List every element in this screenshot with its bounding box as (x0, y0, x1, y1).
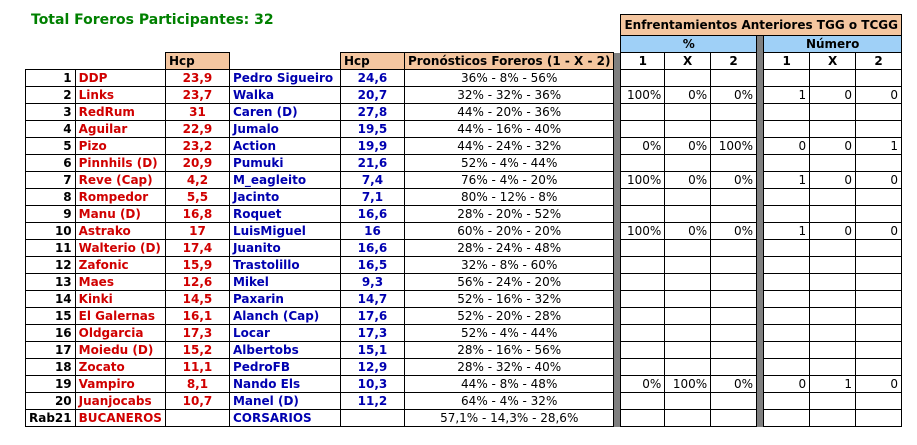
enfrentamientos-header: Enfrentamientos Anteriores TGG o TCGG (621, 15, 902, 36)
num-1: 0 (764, 376, 810, 393)
forecast: 64% - 4% - 32% (404, 393, 614, 410)
player-a: Aguilar (75, 121, 165, 138)
pct-1: 100% (621, 172, 665, 189)
pct-x (665, 359, 711, 376)
num-x: 0 (810, 87, 856, 104)
pct-1: 0% (621, 376, 665, 393)
player-a: RedRum (75, 104, 165, 121)
hcp-a: 17 (165, 223, 229, 240)
hcp-header-b: Hcp (340, 53, 404, 70)
player-a: Maes (75, 274, 165, 291)
pct-2 (711, 206, 757, 223)
player-a: Juanjocabs (75, 393, 165, 410)
pct-1 (621, 274, 665, 291)
forecast: 76% - 4% - 20% (404, 172, 614, 189)
player-b: Paxarin (229, 291, 340, 308)
forecast: 80% - 12% - 8% (404, 189, 614, 206)
match-number: 11 (26, 240, 76, 257)
pct-x (665, 206, 711, 223)
num-2 (856, 155, 902, 172)
table-row (26, 410, 902, 427)
hcp-b: 11,2 (340, 393, 404, 410)
match-number: 14 (26, 291, 76, 308)
pct-1 (621, 104, 665, 121)
pct-x (665, 155, 711, 172)
player-a: El Galernas (75, 308, 165, 325)
player-a: Kinki (75, 291, 165, 308)
player-b: Pumuki (229, 155, 340, 172)
pct-x (665, 257, 711, 274)
player-a: BUCANEROS (75, 410, 165, 427)
forecast: 32% - 32% - 36% (404, 87, 614, 104)
num-2 (856, 342, 902, 359)
num-x (810, 257, 856, 274)
hcp-a: 14,5 (165, 291, 229, 308)
num-2 (856, 410, 902, 427)
pct-2: 0% (711, 172, 757, 189)
match-number: 8 (26, 189, 76, 206)
table-row (26, 121, 902, 138)
num-2 (856, 308, 902, 325)
pct-2 (711, 291, 757, 308)
num-2 (856, 291, 902, 308)
player-a: Rompedor (75, 189, 165, 206)
table-row (26, 393, 902, 410)
pct-2 (711, 70, 757, 87)
pct-x (665, 291, 711, 308)
hcp-a: 15,2 (165, 342, 229, 359)
hcp-b: 16,6 (340, 240, 404, 257)
forecast: 44% - 20% - 36% (404, 104, 614, 121)
hcp-a: 23,2 (165, 138, 229, 155)
pct-2: 0% (711, 223, 757, 240)
hcp-a: 4,2 (165, 172, 229, 189)
pct-x (665, 104, 711, 121)
forecast: 36% - 8% - 56% (404, 70, 614, 87)
match-number: 7 (26, 172, 76, 189)
col-1-header: 1 (621, 53, 665, 70)
table-row (26, 325, 902, 342)
table-row (26, 376, 902, 393)
hcp-a: 15,9 (165, 257, 229, 274)
total-participants-label: Total Foreros Participantes: (31, 12, 250, 28)
table-row (26, 104, 902, 121)
match-number: 10 (26, 223, 76, 240)
table-row (26, 240, 902, 257)
hcp-b: 19,5 (340, 121, 404, 138)
pct-2 (711, 325, 757, 342)
matchups-table (25, 14, 902, 427)
num-1 (764, 393, 810, 410)
num-2-header: 2 (856, 53, 902, 70)
forecast: 56% - 24% - 20% (404, 274, 614, 291)
player-a: Zafonic (75, 257, 165, 274)
hcp-a: 23,9 (165, 70, 229, 87)
num-1 (764, 257, 810, 274)
num-x (810, 206, 856, 223)
num-x (810, 155, 856, 172)
pct-x: 0% (665, 172, 711, 189)
num-1 (764, 104, 810, 121)
pct-1: 0% (621, 138, 665, 155)
num-1 (764, 274, 810, 291)
hcp-a: 23,7 (165, 87, 229, 104)
match-number: 3 (26, 104, 76, 121)
table-row (26, 172, 902, 189)
forecast: 57,1% - 14,3% - 28,6% (404, 410, 614, 427)
num-2 (856, 359, 902, 376)
hcp-a: 5,5 (165, 189, 229, 206)
num-2 (856, 274, 902, 291)
num-x (810, 308, 856, 325)
player-a: Pinnhils (D) (75, 155, 165, 172)
player-a: Manu (D) (75, 206, 165, 223)
forecast: 52% - 20% - 28% (404, 308, 614, 325)
hcp-a: 8,1 (165, 376, 229, 393)
table-row (26, 87, 902, 104)
num-1 (764, 155, 810, 172)
pct-2: 0% (711, 87, 757, 104)
num-1: 1 (764, 223, 810, 240)
match-number: 19 (26, 376, 76, 393)
pct-x (665, 240, 711, 257)
hcp-b: 20,7 (340, 87, 404, 104)
num-x (810, 291, 856, 308)
match-number: 2 (26, 87, 76, 104)
pct-x (665, 410, 711, 427)
hcp-b: 17,3 (340, 325, 404, 342)
num-x (810, 359, 856, 376)
hcp-a: 16,1 (165, 308, 229, 325)
player-b: Pedro Sigueiro (229, 70, 340, 87)
pct-x: 0% (665, 138, 711, 155)
num-2 (856, 121, 902, 138)
pct-1 (621, 325, 665, 342)
forecast: 52% - 16% - 32% (404, 291, 614, 308)
hcp-a: 17,3 (165, 325, 229, 342)
match-number: 15 (26, 308, 76, 325)
pct-x (665, 308, 711, 325)
num-1 (764, 70, 810, 87)
num-1-header: 1 (764, 53, 810, 70)
forecast: 28% - 24% - 48% (404, 240, 614, 257)
pct-2 (711, 393, 757, 410)
table-row (26, 257, 902, 274)
num-x (810, 121, 856, 138)
table-row (26, 189, 902, 206)
num-1: 0 (764, 138, 810, 155)
hcp-b: 7,1 (340, 189, 404, 206)
pct-2 (711, 308, 757, 325)
forecast: 28% - 20% - 52% (404, 206, 614, 223)
num-x (810, 325, 856, 342)
match-number: 4 (26, 121, 76, 138)
pct-x (665, 393, 711, 410)
pct-1 (621, 70, 665, 87)
num-2: 0 (856, 87, 902, 104)
num-2 (856, 104, 902, 121)
num-x (810, 70, 856, 87)
num-2 (856, 393, 902, 410)
num-1: 1 (764, 87, 810, 104)
match-number: 13 (26, 274, 76, 291)
player-b: Alanch (Cap) (229, 308, 340, 325)
num-x: 1 (810, 376, 856, 393)
num-x: 0 (810, 223, 856, 240)
table-row (26, 206, 902, 223)
match-number: 1 (26, 70, 76, 87)
pct-header: % (621, 36, 757, 53)
match-number: 17 (26, 342, 76, 359)
num-1 (764, 206, 810, 223)
player-a: Oldgarcia (75, 325, 165, 342)
num-1 (764, 308, 810, 325)
player-b: Nando Els (229, 376, 340, 393)
pct-1: 100% (621, 87, 665, 104)
num-x: 0 (810, 172, 856, 189)
num-2 (856, 70, 902, 87)
match-number: 18 (26, 359, 76, 376)
col-x-header: X (665, 53, 711, 70)
num-x: 0 (810, 138, 856, 155)
num-2: 0 (856, 172, 902, 189)
pct-1 (621, 308, 665, 325)
player-b: PedroFB (229, 359, 340, 376)
num-1 (764, 325, 810, 342)
player-a: Walterio (D) (75, 240, 165, 257)
player-b: Locar (229, 325, 340, 342)
player-a: Zocato (75, 359, 165, 376)
player-a: Astrako (75, 223, 165, 240)
pct-x: 100% (665, 376, 711, 393)
pct-x (665, 274, 711, 291)
table-row (26, 308, 902, 325)
forecast: 44% - 8% - 48% (404, 376, 614, 393)
player-b: M_eagleito (229, 172, 340, 189)
player-a: Vampiro (75, 376, 165, 393)
table-row (26, 155, 902, 172)
pct-1 (621, 121, 665, 138)
pct-1 (621, 189, 665, 206)
num-1 (764, 121, 810, 138)
table-row (26, 342, 902, 359)
pct-x: 0% (665, 87, 711, 104)
match-number: 16 (26, 325, 76, 342)
pct-2 (711, 104, 757, 121)
pct-1 (621, 393, 665, 410)
forecast: 52% - 4% - 44% (404, 325, 614, 342)
num-2 (856, 240, 902, 257)
table-row (26, 359, 902, 376)
hcp-b: 16 (340, 223, 404, 240)
pct-2 (711, 189, 757, 206)
pct-x (665, 325, 711, 342)
player-b: Caren (D) (229, 104, 340, 121)
pct-2 (711, 410, 757, 427)
pct-x (665, 70, 711, 87)
num-1 (764, 189, 810, 206)
hcp-a: 12,6 (165, 274, 229, 291)
player-b: Roquet (229, 206, 340, 223)
match-number: 9 (26, 206, 76, 223)
hcp-b: 14,7 (340, 291, 404, 308)
pct-1 (621, 291, 665, 308)
forecast: 44% - 16% - 40% (404, 121, 614, 138)
player-b: Trastolillo (229, 257, 340, 274)
num-2: 1 (856, 138, 902, 155)
num-1 (764, 291, 810, 308)
forecast: 28% - 16% - 56% (404, 342, 614, 359)
match-number: Rab21 (26, 410, 76, 427)
match-number: 6 (26, 155, 76, 172)
match-number: 5 (26, 138, 76, 155)
player-b: Mikel (229, 274, 340, 291)
pronosticos-header: Pronósticos Foreros (1 - X - 2) (404, 53, 614, 70)
num-1 (764, 410, 810, 427)
pct-2 (711, 274, 757, 291)
hcp-b: 15,1 (340, 342, 404, 359)
num-x (810, 393, 856, 410)
num-1 (764, 359, 810, 376)
pct-1: 100% (621, 223, 665, 240)
num-x (810, 189, 856, 206)
pct-1 (621, 240, 665, 257)
table-row (26, 138, 902, 155)
pct-x (665, 189, 711, 206)
player-b: Juanito (229, 240, 340, 257)
player-b: Jumalo (229, 121, 340, 138)
pct-2: 100% (711, 138, 757, 155)
hcp-b: 10,3 (340, 376, 404, 393)
pct-x: 0% (665, 223, 711, 240)
pct-1 (621, 206, 665, 223)
total-participants-value: 32 (254, 12, 274, 28)
pct-1 (621, 410, 665, 427)
player-a: DDP (75, 70, 165, 87)
pct-1 (621, 155, 665, 172)
player-b: Action (229, 138, 340, 155)
hcp-b: 24,6 (340, 70, 404, 87)
player-b: Manel (D) (229, 393, 340, 410)
match-number: 12 (26, 257, 76, 274)
hcp-b: 21,6 (340, 155, 404, 172)
forecast: 44% - 24% - 32% (404, 138, 614, 155)
player-b: Albertobs (229, 342, 340, 359)
hcp-a: 16,8 (165, 206, 229, 223)
hcp-b: 9,3 (340, 274, 404, 291)
hcp-header-a: Hcp (165, 53, 229, 70)
hcp-b: 7,4 (340, 172, 404, 189)
table-row (26, 291, 902, 308)
table-row (26, 274, 902, 291)
hcp-a: 22,9 (165, 121, 229, 138)
player-a: Reve (Cap) (75, 172, 165, 189)
num-2 (856, 257, 902, 274)
player-a: Links (75, 87, 165, 104)
num-x (810, 274, 856, 291)
forecast: 60% - 20% - 20% (404, 223, 614, 240)
match-number: 20 (26, 393, 76, 410)
forecast: 28% - 32% - 40% (404, 359, 614, 376)
pct-2 (711, 155, 757, 172)
num-2 (856, 325, 902, 342)
hcp-b: 12,9 (340, 359, 404, 376)
player-a: Pizo (75, 138, 165, 155)
num-1 (764, 240, 810, 257)
pct-1 (621, 257, 665, 274)
player-b: Walka (229, 87, 340, 104)
num-2 (856, 189, 902, 206)
num-1 (764, 342, 810, 359)
hcp-b: 27,8 (340, 104, 404, 121)
pct-2 (711, 342, 757, 359)
table-row (26, 223, 902, 240)
num-2 (856, 206, 902, 223)
forecast: 52% - 4% - 44% (404, 155, 614, 172)
player-b: CORSARIOS (229, 410, 340, 427)
hcp-a: 11,1 (165, 359, 229, 376)
hcp-a: 20,9 (165, 155, 229, 172)
pct-1 (621, 342, 665, 359)
num-1: 1 (764, 172, 810, 189)
pct-2 (711, 121, 757, 138)
pct-2 (711, 359, 757, 376)
num-2: 0 (856, 223, 902, 240)
pct-2: 0% (711, 376, 757, 393)
num-x (810, 410, 856, 427)
hcp-a: 17,4 (165, 240, 229, 257)
player-b: Jacinto (229, 189, 340, 206)
player-a: Moiedu (D) (75, 342, 165, 359)
num-2: 0 (856, 376, 902, 393)
player-b: LuisMiguel (229, 223, 340, 240)
numero-header: Número (764, 36, 902, 53)
pct-2 (711, 240, 757, 257)
num-x-header: X (810, 53, 856, 70)
num-x (810, 342, 856, 359)
num-x (810, 104, 856, 121)
col-2-header: 2 (711, 53, 757, 70)
pct-x (665, 342, 711, 359)
num-x (810, 240, 856, 257)
hcp-a: 10,7 (165, 393, 229, 410)
pct-2 (711, 257, 757, 274)
hcp-b (340, 410, 404, 427)
pct-1 (621, 359, 665, 376)
hcp-b: 16,6 (340, 206, 404, 223)
forecast: 32% - 8% - 60% (404, 257, 614, 274)
table-row (26, 70, 902, 87)
hcp-b: 16,5 (340, 257, 404, 274)
hcp-a (165, 410, 229, 427)
hcp-b: 17,6 (340, 308, 404, 325)
pct-x (665, 121, 711, 138)
hcp-b: 19,9 (340, 138, 404, 155)
hcp-a: 31 (165, 104, 229, 121)
